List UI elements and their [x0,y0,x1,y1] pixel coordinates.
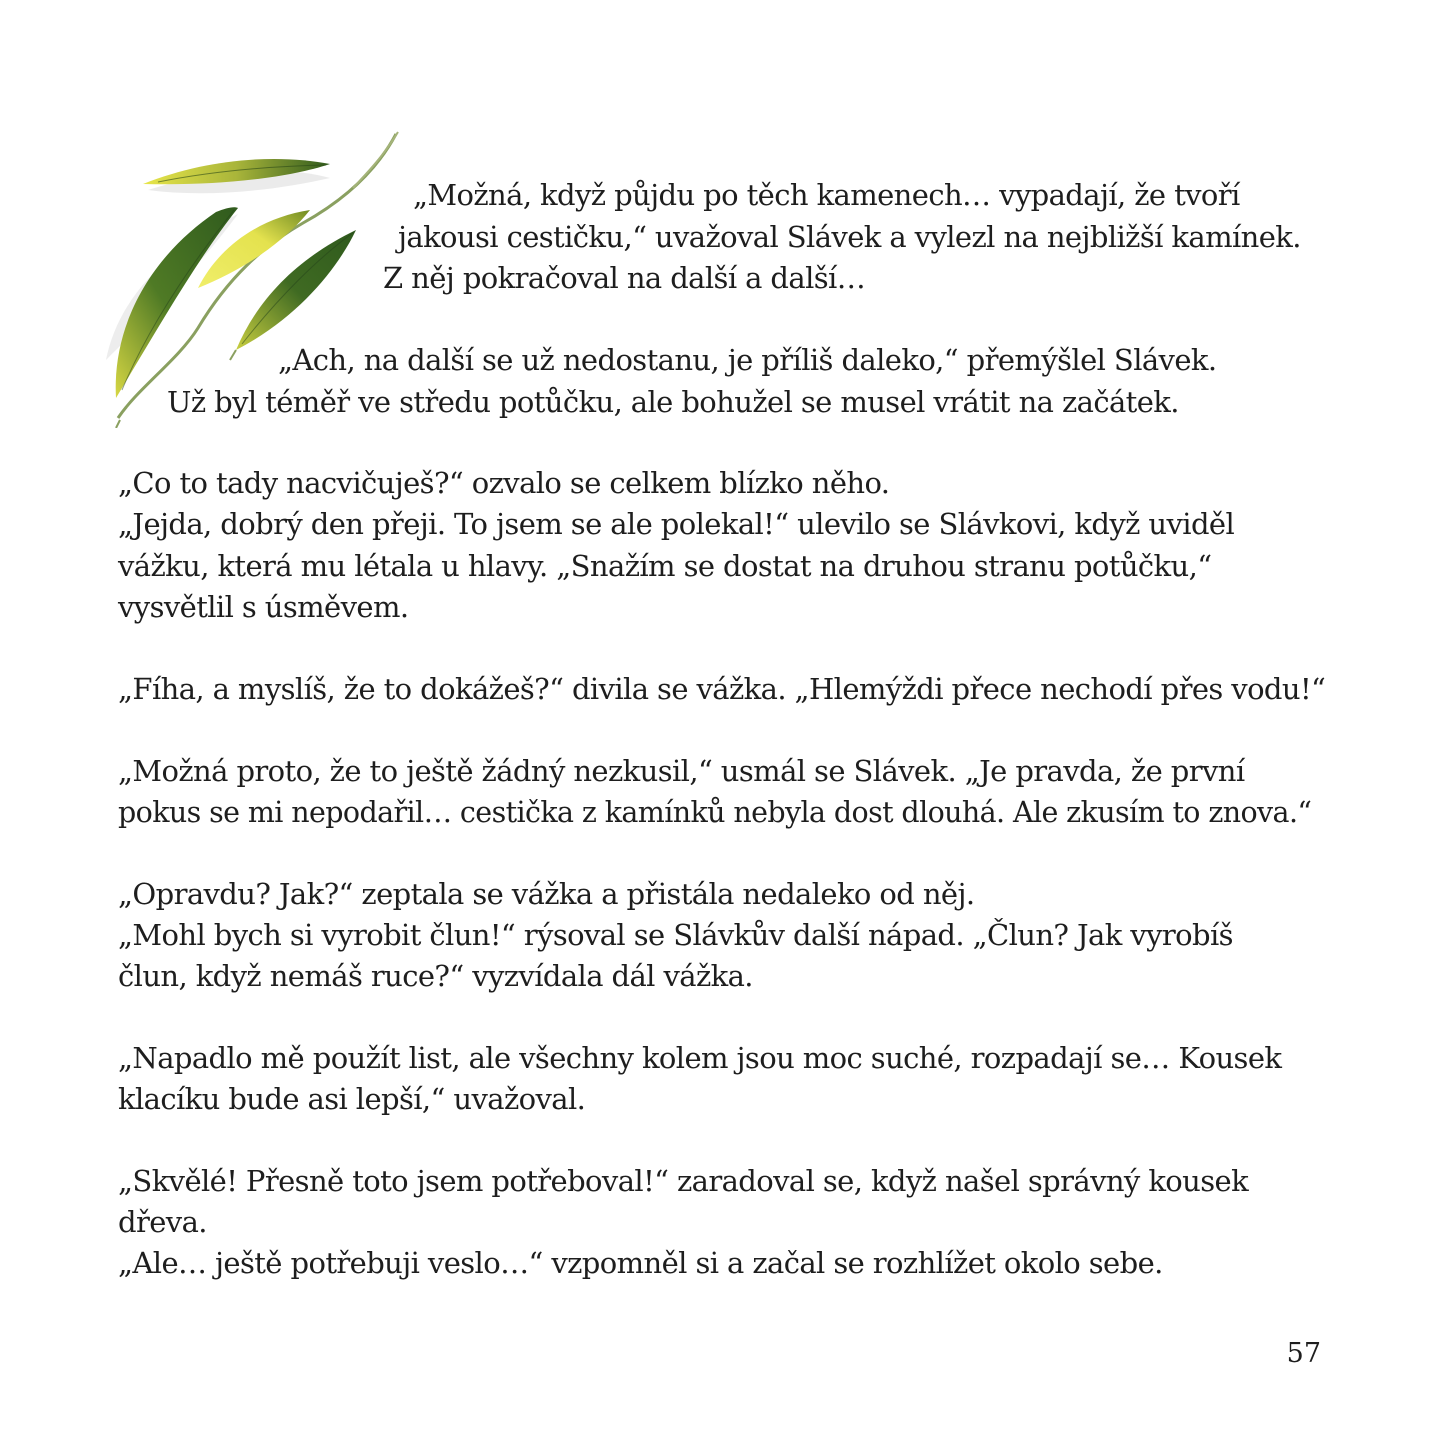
text-line: pokus se mi nepodařil… cestička z kamínků nebyla dost dlouhá. Ale zkusím to znova.“ [118,796,1312,829]
text-line: „Fíha, a myslíš, že to dokážeš?“ divila se vážka. „Hlemýždi přece nechodí přes vodu!“ [118,672,1326,706]
text-line: „Možná proto, že to ještě žádný nezkusil,“ usmál se Slávek. „Je pravda, že první [118,754,1245,788]
text-line: „Mohl bych si vyrobit člun!“ rýsoval se Slávkův další nápad. „Člun? Jak vyrobíš [118,918,1233,952]
text-line: Už byl téměř ve středu potůčku, ale bohužel se musel vrátit na začátek. [167,385,1179,419]
text-line: „Jejda, dobrý den přeji. To jsem se ale polekal!“ ulevilo se Slávkovi, když uviděl [118,507,1235,541]
text-line: „Opravdu? Jak?“ zeptala se vážka a přistála nedaleko od něj. [118,877,975,911]
page-number: 57 [1286,1338,1321,1369]
text-line: „Možná, když půjdu po těch kamenech… vypadají, že tvoří [413,178,1240,212]
text-line: „Napadlo mě použít list, ale všechny kolem jsou moc suché, rozpadají se… Kousek [118,1041,1282,1075]
text-line: „Co to tady nacvičuješ?“ ozvalo se celkem blízko něho. [118,466,890,500]
text-line: „Ale… ještě potřebuji veslo…“ vzpomněl si a začal se rozhlížet okolo sebe. [118,1246,1163,1280]
text-line: „Skvělé! Přesně toto jsem potřeboval!“ zaradoval se, když našel správný kousek [118,1164,1249,1198]
text-line: klacíku bude asi lepší,“ uvažoval. [118,1082,586,1116]
text-line: „Ach, na další se už nedostanu, je příliš daleko,“ přemýšlel Slávek. [278,343,1217,377]
text-line: dřeva. [118,1205,207,1239]
text-line: člun, když nemáš ruce?“ vyzvídala dál vážka. [118,959,753,993]
text-line: vážku, která mu létala u hlavy. „Snažím se dostat na druhou stranu potůčku,“ [118,549,1212,583]
text-line: jakousi cestičku,“ uvažoval Slávek a vylezl na nejbližší kamínek. [398,220,1301,254]
text-line: Z něj pokračoval na další a další… [383,261,866,295]
text-line: vysvětlil s úsměvem. [118,590,409,624]
